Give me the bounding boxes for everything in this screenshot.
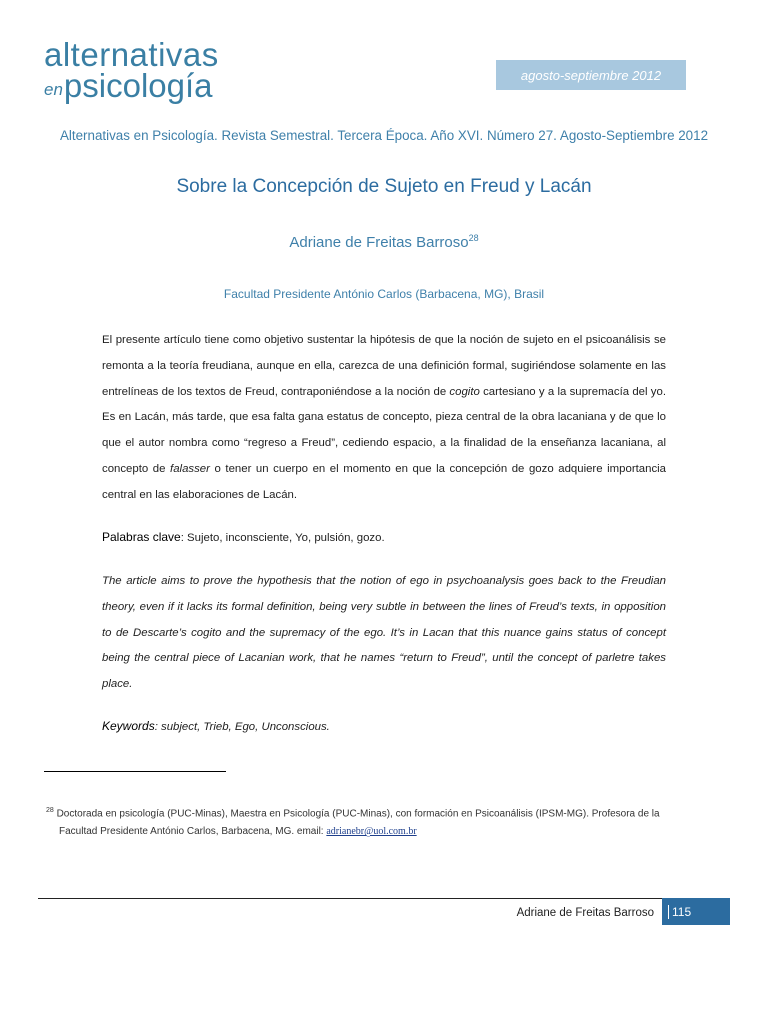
- abstract-spanish: [102, 328, 666, 509]
- journal-citation: Alternativas en Psicología. Revista Semestral. Tercera Época. Año XVI. Número 27. Agosto-Septiembre 2012: [59, 128, 709, 143]
- logo-psicologia: psicología: [63, 67, 213, 104]
- footer-author: Adriane de Freitas Barroso: [516, 907, 654, 919]
- keywords-spanish: [102, 527, 666, 548]
- footnote-divider: [44, 771, 226, 772]
- author-name: Adriane de Freitas Barroso: [289, 234, 469, 251]
- author-email-link[interactable]: adrianebr@uol.com.br: [326, 826, 417, 838]
- page-footer-divider: [38, 898, 730, 899]
- abstract-english: The article aims to prove the hypothesis that the notion of ego in psychoanalysis goes back to the Freudian theory, even if it lacks its formal definition, being very subtle in between the lines of Freud’s texts, in opposition to de Descarte’s cogito and the supremacy of the ego. It’s in Lacan that this nuance gains status of concept being the central piece of Lacanian work, that he names “return to Freud”, until the concept of parletre takes place.: [102, 575, 666, 691]
- page-number: 115: [672, 904, 692, 919]
- page-number-badge: [662, 898, 730, 925]
- footnote-line-1: Doctorada en psicología (PUC-Minas), Maestra en Psicología (PUC-Minas), con formación en Psicoanálisis (IPSM-MG). Profesora de la: [53, 808, 660, 820]
- abstract-falasser: falasser: [170, 462, 210, 475]
- journal-logo: [44, 38, 219, 102]
- logo-line-psicologia: [44, 69, 219, 102]
- abstract-part-3: o tener un cuerpo en el momento en que la concepción de gozo adquiere importancia central en las elaboraciones de Lacán.: [102, 462, 667, 501]
- abstract-part-2: cartesiano y a la supremacía del yo. Es en Lacán, más tarde, que esa falta gana estatus de concepto, pieza central de la obra lacaniana y de que lo que el autor nombra como “regreso a Freud”, cediendo espacio, a la finalidad de la enseñanza lacaniana, al concepto de: [102, 385, 666, 475]
- logo-line-alternativas: alternativas: [44, 36, 219, 73]
- abstract-cogito: cogito: [449, 385, 480, 398]
- author-affiliation: Facultad Presidente António Carlos (Barbacena, MG), Brasil: [223, 287, 545, 301]
- keywords-spanish-list: : Sujeto, inconsciente, Yo, pulsión, gozo.: [180, 532, 385, 544]
- footnote-line-2: Facultad Presidente António Carlos, Barbacena, MG. email:: [59, 826, 327, 838]
- article-title: Sobre la Concepción de Sujeto en Freud y Lacán: [176, 176, 592, 197]
- author-footnote-ref[interactable]: 28: [468, 233, 479, 243]
- keywords-spanish-label: Palabras clave: [102, 530, 181, 544]
- issue-date-badge: agosto-septiembre 2012: [496, 60, 686, 90]
- keywords-english-list: : subject, Trieb, Ego, Unconscious.: [154, 721, 330, 733]
- abstract-part-1: El presente artículo tiene como objetivo sustentar la hipótesis de que la noción de sujeto en el psicoanálisis se remonta a la teoría freudiana, aunque en ella, carezca de una definición formal, sugiriéndose solamente en las entrelíneas de los textos de Freud, contraponiéndose a la noción de: [102, 334, 666, 398]
- footnote: [46, 802, 726, 841]
- keywords-english: [102, 716, 666, 737]
- logo-en: en: [44, 80, 63, 99]
- keywords-english-label: Keywords: [102, 719, 155, 733]
- article-author: [0, 233, 768, 251]
- footnote-number: 28: [46, 807, 54, 814]
- page-number-separator: [668, 905, 669, 919]
